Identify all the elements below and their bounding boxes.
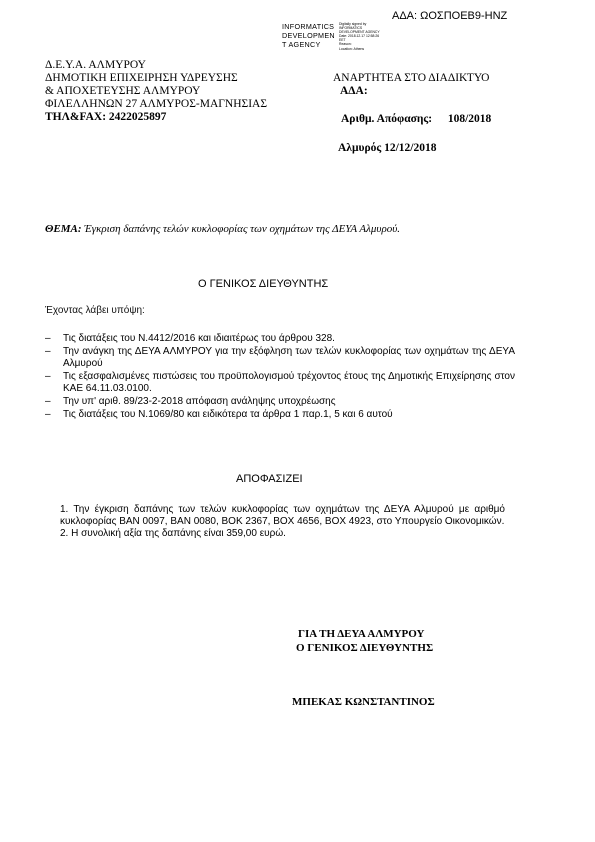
stamp-signer-line: T AGENCY bbox=[282, 40, 321, 49]
decision-date: Αλμυρός 12/12/2018 bbox=[338, 142, 437, 154]
stamp-detail-line: Digitally signed by bbox=[339, 22, 367, 26]
subject-label: ΘΕΜΑ: bbox=[45, 223, 82, 235]
decides-heading: ΑΠΟΦΑΣΙΖΕΙ bbox=[236, 473, 303, 485]
condition-text: Τις διατάξεις του Ν.1069/80 και ειδικότερα τα άρθρα 1 παρ.1, 5 και 6 αυτού bbox=[63, 409, 393, 420]
decision-item-2: 2. Η συνολική αξία της δαπάνης είναι 359,00 ευρώ. bbox=[60, 528, 286, 539]
stamp-signer bbox=[282, 22, 335, 49]
digital-signature-stamp bbox=[282, 22, 402, 50]
post-online-label: ΑΝΑΡΤΗΤΕΑ ΣΤΟ ΔΙΑΔΙΚΤΥΟ bbox=[333, 72, 490, 84]
condition-item: – Τις διατάξεις του Ν.1069/80 και ειδικότερα τα άρθρα 1 παρ.1, 5 και 6 αυτού bbox=[45, 409, 393, 420]
stamp-detail-line: INFORMATICS bbox=[339, 26, 363, 31]
conditions-list bbox=[45, 333, 515, 422]
signature-title: Ο ΓΕΝΙΚΟΣ ΔΙΕΥΘΥΝΤΗΣ bbox=[296, 642, 434, 654]
condition-item: – Τις εξασφαλισμένες πιστώσεις του προϋπολογισμού τρέχοντος έτους της Δημοτικής Επιχείρησης στον ΚΑΕ 64.11.03.0100. bbox=[45, 371, 515, 394]
ada-top-code: ΑΔΑ: ΩΟΣΠΟΕΒ9-ΗΝΖ bbox=[392, 10, 508, 22]
stamp-details bbox=[339, 22, 380, 51]
signature-org: ΓΙΑ ΤΗ ΔΕΥΑ ΑΛΜΥΡΟΥ bbox=[298, 628, 425, 640]
considering-intro: Έχοντας λάβει υπόψη: bbox=[45, 305, 145, 316]
stamp-detail-line: Location: Athens bbox=[339, 46, 365, 51]
condition-text: Την υπ' αριθ. 89/23-2-2018 απόφαση ανάληψης υποχρέωσης bbox=[63, 396, 336, 407]
condition-item: – Την υπ' αριθ. 89/23-2-2018 απόφαση ανάληψης υποχρέωσης bbox=[45, 396, 336, 407]
org-type-cont: & ΑΠΟΧΕΤΕΥΣΗΣ ΑΛΜΥΡΟΥ bbox=[45, 85, 201, 97]
signatory-name: ΜΠΕΚΑΣ ΚΩΝΣΤΑΝΤΙΝΟΣ bbox=[292, 696, 435, 708]
subject-text: Έγκριση δαπάνης τελών κυκλοφορίας των οχημάτων της ΔΕΥΑ Αλμυρού. bbox=[81, 223, 401, 235]
subject-line bbox=[45, 223, 400, 235]
decision-number-label: Αριθμ. Απόφασης: bbox=[341, 113, 433, 125]
stamp-signer-line: DEVELOPMEN bbox=[282, 31, 335, 40]
condition-item: – Την ανάγκη της ΔΕΥΑ ΑΛΜΥΡΟΥ για την εξόφληση των τελών κυκλοφορίας των οχημάτων της ΔΕΥΑ Αλμυρού bbox=[45, 346, 515, 369]
org-name: Δ.Ε.Υ.Α. ΑΛΜΥΡΟΥ bbox=[45, 59, 146, 71]
condition-text: Τις διατάξεις του Ν.4412/2016 και ιδιαιτέρως του άρθρου 328. bbox=[63, 333, 335, 344]
director-heading: Ο ΓΕΝΙΚΟΣ ΔΙΕΥΘΥΝΤΗΣ bbox=[198, 278, 329, 290]
stamp-signer-line: INFORMATICS bbox=[282, 22, 335, 31]
org-type: ΔΗΜΟΤΙΚΗ ΕΠΙΧΕΙΡΗΣΗ ΥΔΡΕΥΣΗΣ bbox=[45, 72, 238, 84]
decision-number-value: 108/2018 bbox=[447, 113, 492, 125]
org-phone: ΤΗΛ&FAX: 2422025897 bbox=[45, 111, 167, 123]
condition-item: – Τις διατάξεις του Ν.4412/2016 και ιδιαιτέρως του άρθρου 328. bbox=[45, 333, 335, 344]
stamp-detail-line: Reason: bbox=[339, 42, 352, 47]
stamp-detail-line: DEVELOPMENT AGENCY bbox=[339, 30, 380, 35]
condition-text: Τις εξασφαλισμένες πιστώσεις του προϋπολογισμού τρέχοντος έτους της Δημοτικής Επιχείρησης στον ΚΑΕ 64.11.03.0100. bbox=[63, 371, 515, 394]
stamp-detail-line: Date: 2018.12.17 12:58:26 bbox=[339, 34, 380, 39]
decision-item-1: 1. Την έγκριση δαπάνης των τελών κυκλοφορίας των οχημάτων της ΔΕΥΑ Αλμυρού με αριθμό κυκλοφορίας ΒΑΝ 0097, ΒΑΝ 0080, ΒΟΚ 2367, ΒΟΧ 4656, ΒΟΧ 4923, στο Υπουργείο Οικονομικών. bbox=[60, 504, 505, 527]
decision-number bbox=[341, 113, 491, 126]
ada-label: ΑΔΑ: bbox=[340, 85, 368, 97]
condition-text: Την ανάγκη της ΔΕΥΑ ΑΛΜΥΡΟΥ για την εξόφληση των τελών κυκλοφορίας των οχημάτων της ΔΕΥΑ Αλμυρού bbox=[63, 346, 515, 369]
stamp-detail-line: EET bbox=[339, 38, 346, 43]
org-address: ΦΙΛΕΛΛΗΝΩΝ 27 ΑΛΜΥΡΟΣ-ΜΑΓΝΗΣΙΑΣ bbox=[45, 98, 268, 110]
decision-body bbox=[60, 504, 505, 540]
